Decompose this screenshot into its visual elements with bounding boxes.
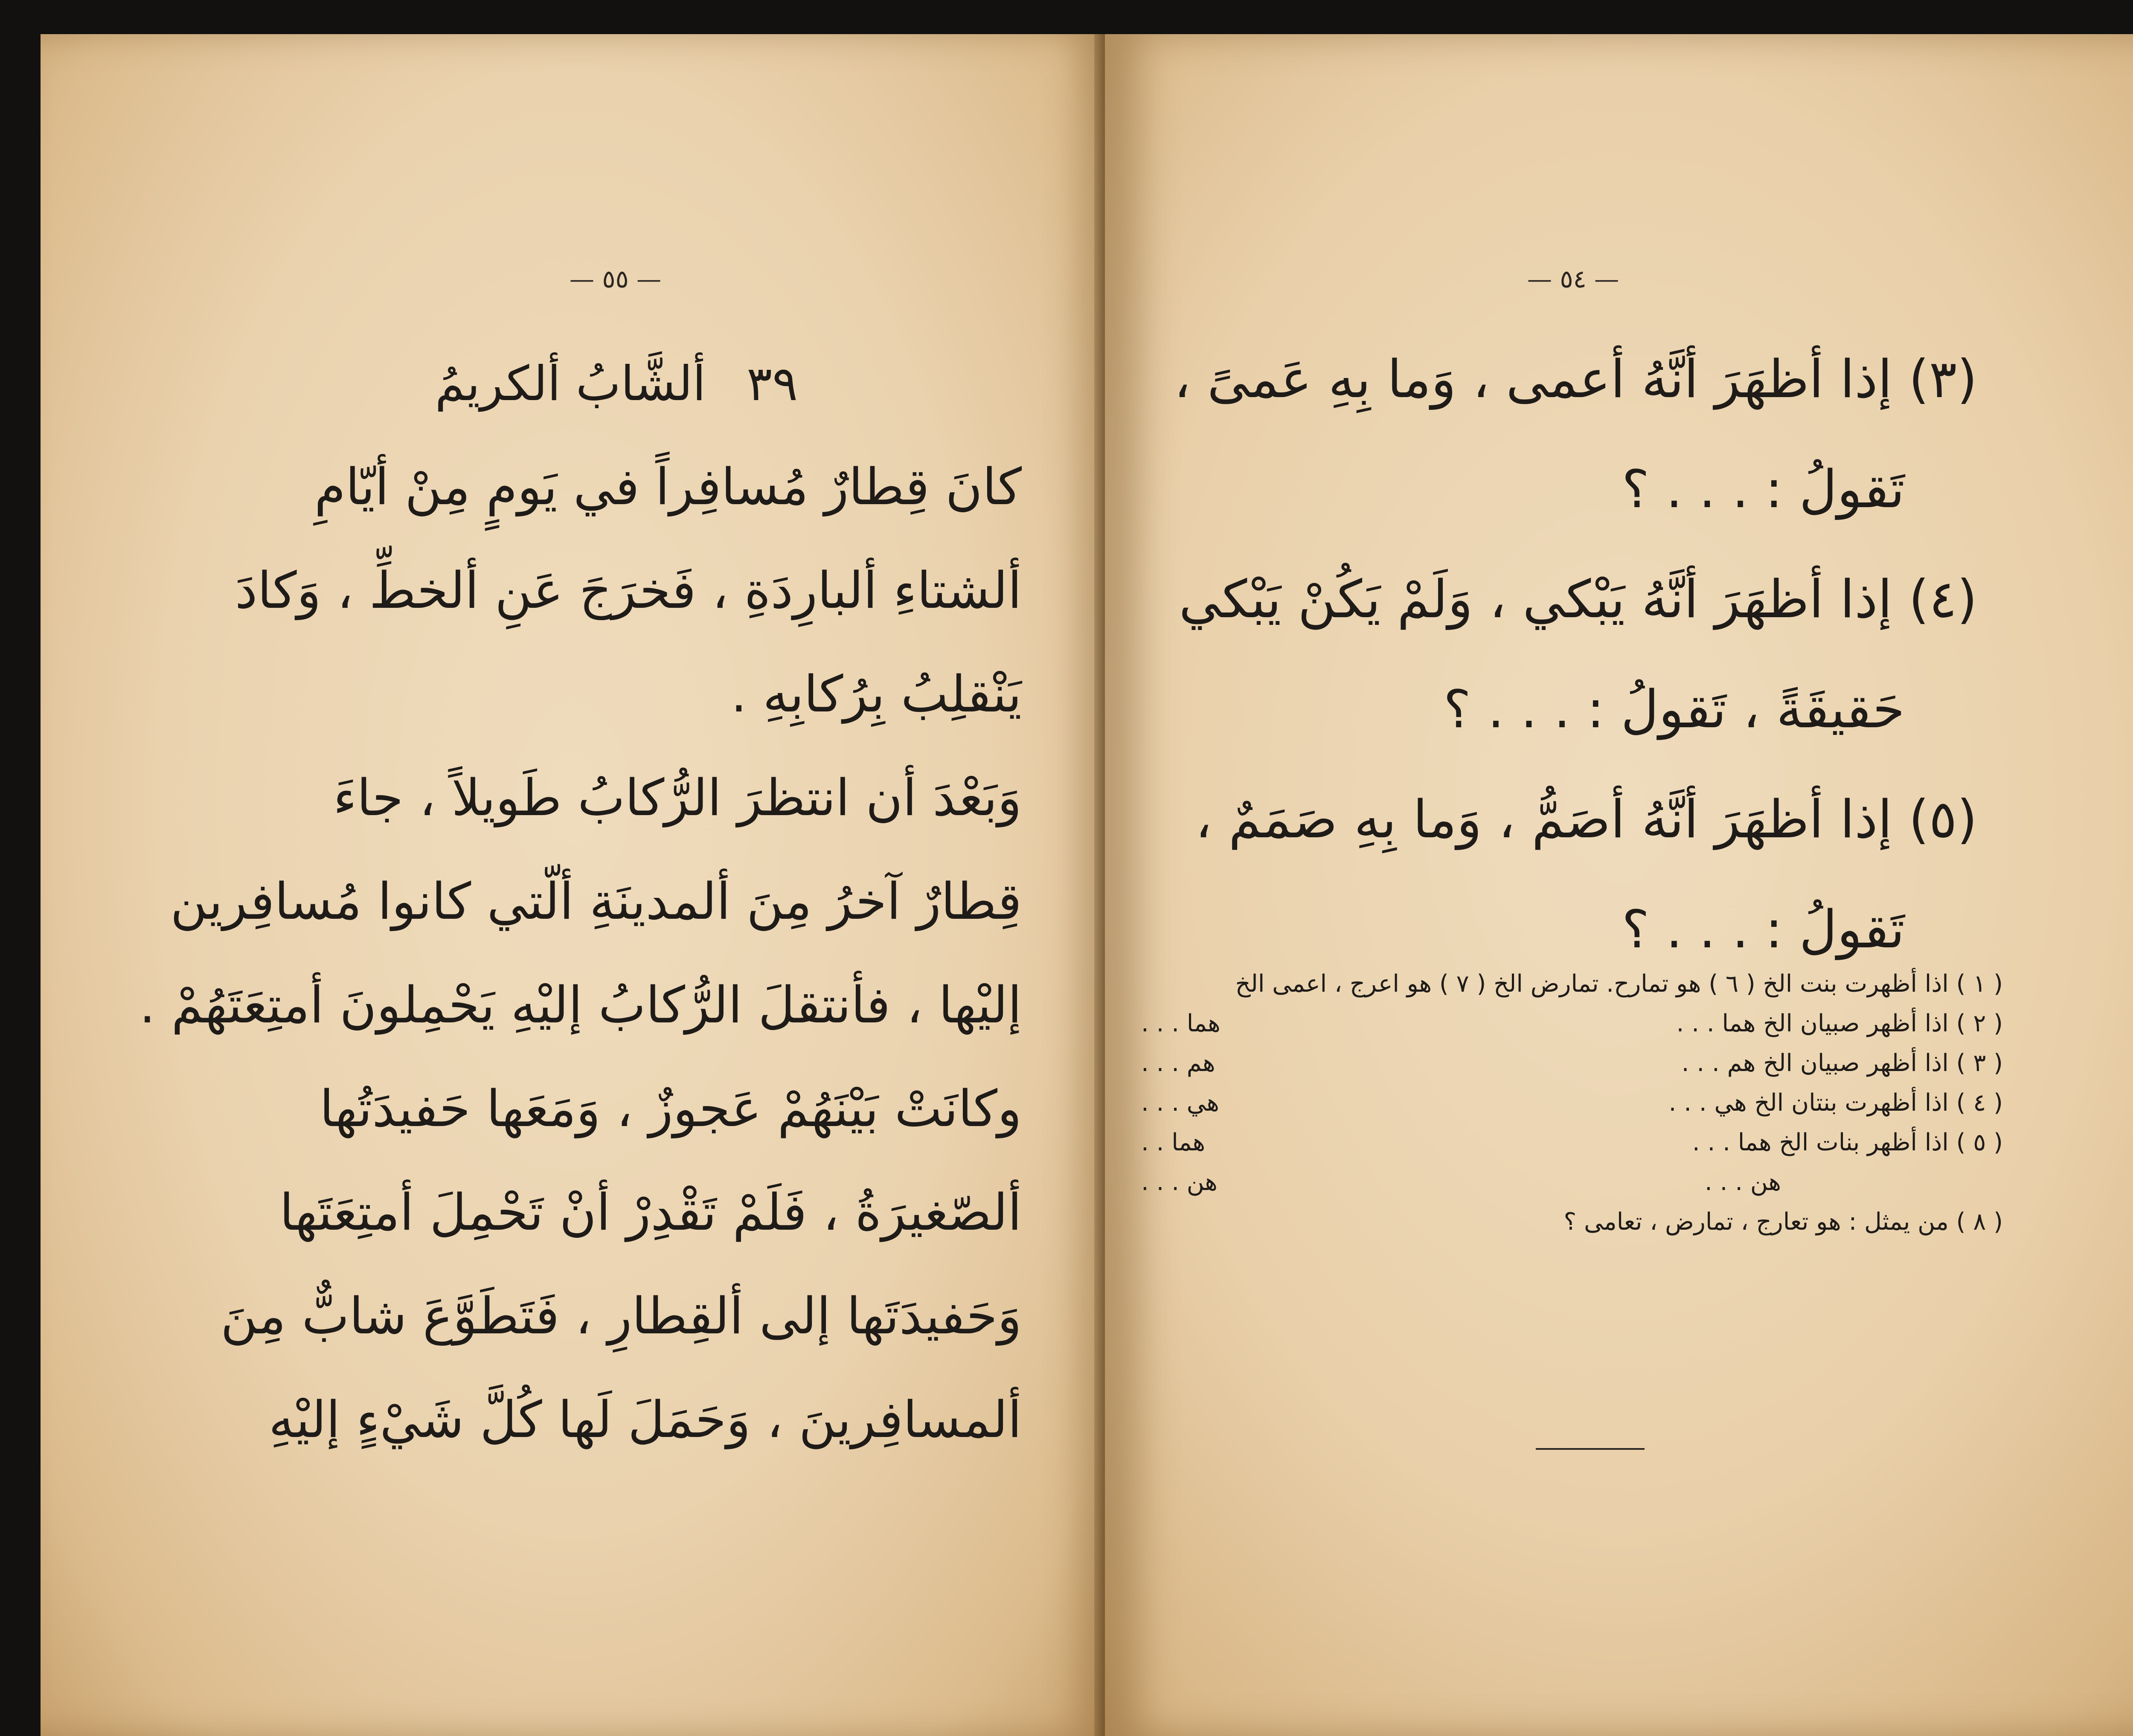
- footnote-text: ( ٢ ) اذا أظهر صبيان الخ هما . . .: [1676, 1010, 2003, 1037]
- footnote-row: [1141, 1043, 2003, 1083]
- footnote-row: [1141, 1083, 2003, 1123]
- footnote-answer: هم . . .: [1141, 1049, 1215, 1077]
- footnote-answer: هي . . .: [1141, 1089, 1220, 1117]
- footnotes: [1141, 964, 2003, 1242]
- chapter-title: ألشَّابُ ألكريمُ: [435, 356, 706, 412]
- text-line: ألمسافِرينَ ، وَحَمَلَ لَها كُلَّ شَيْءٍ إليْهِ: [268, 1390, 1022, 1449]
- text-line: إليْها ، فأنتقلَ الرُّكابُ إليْهِ يَحْمِلونَ أمتِعَتَهُمْ .: [139, 975, 1022, 1034]
- footnote-row: [1141, 964, 2003, 1004]
- text-line: وَبَعْدَ أن انتظرَ الرُّكابُ طَويلاً ، جاءَ: [333, 768, 1022, 827]
- text-line: قِطارٌ آخرُ مِنَ ألمدينَةِ ألّتي كانوا مُسافِرين: [170, 872, 1022, 931]
- footnote-text: ( ٣ ) اذا أظهر صبيان الخ هم . . .: [1681, 1049, 2003, 1077]
- footnote-row: [1141, 1162, 2003, 1202]
- text-line: ألشتاءِ ألبارِدَةِ ، فَخرَجَ عَنِ ألخطِّ ، وَكادَ: [235, 561, 1022, 620]
- footnote-text: هن . . .: [1705, 1168, 1781, 1196]
- chapter-number: ٣٩: [747, 356, 798, 412]
- footnote-answer: هما . . .: [1141, 1010, 1221, 1037]
- question-line: تَقولُ : . . . ؟: [1622, 899, 1905, 960]
- text-line: يَنْقلِبُ بِرُكابِهِ .: [731, 665, 1022, 723]
- text-line: ألصّغيرَةُ ، فَلَمْ تَقْدِرْ أنْ تَحْمِلَ أمتِعَتَها: [279, 1183, 1022, 1242]
- text-line: وكانَتْ بَيْنَهُمْ عَجوزٌ ، وَمَعَها حَفيدَتُها: [320, 1079, 1022, 1138]
- text-line: كانَ قِطارٌ مُسافِراً في يَومٍ مِنْ أيّامِ: [314, 457, 1022, 516]
- footnote-text: ( ٨ ) من يمثل : هو تعارج ، تمارض ، تعامى ؟: [1563, 1208, 2003, 1236]
- question-block: [1141, 324, 1977, 984]
- end-rule: [1536, 1448, 1645, 1450]
- footnote-row: [1141, 1004, 2003, 1043]
- text-line: وَحَفيدَتَها إلى ألقِطارِ ، فَتَطَوَّعَ شابٌّ مِنَ: [221, 1286, 1022, 1345]
- footnote-text: ( ١ ) اذا أظهرت بنت الخ ( ٦ ) هو تمارح. تمارض الخ ( ٧ ) هو اعرج ، اعمى الخ: [1235, 970, 2003, 998]
- footnote-answer: هن . . .: [1141, 1168, 1218, 1196]
- question-line: حَقيقَةً ، تَقولُ : . . . ؟: [1443, 679, 1905, 740]
- question-line: (٤) إذا أظهَرَ أنَّهُ يَبْكي ، وَلَمْ يَكُنْ يَبْكي: [1179, 569, 1977, 630]
- footnote-text: ( ٥ ) اذا أظهر بنات الخ هما . . .: [1692, 1129, 2003, 1156]
- page-number-right: — ٥٤ —: [1527, 264, 1619, 293]
- open-book: [41, 34, 2133, 1736]
- question-line: (٥) إذا أظهَرَ أنَّهُ أصَمُّ ، وَما بِهِ صَمَمٌ ،: [1195, 789, 1977, 850]
- footnote-row: [1141, 1202, 2003, 1242]
- page-number-left: — ٥٥ —: [570, 264, 662, 293]
- left-page: [41, 34, 1105, 1736]
- chapter-heading: [211, 333, 1022, 435]
- footnote-row: [1141, 1123, 2003, 1162]
- question-line: (٣) إذا أظهَرَ أنَّهُ أعمى ، وَما بِهِ عَمىً ،: [1174, 349, 1977, 409]
- footnote-answer: هما . .: [1141, 1129, 1206, 1156]
- footnote-text: ( ٤ ) اذا أظهرت بنتان الخ هي . . .: [1668, 1089, 2003, 1117]
- left-page-text: [139, 333, 1022, 1472]
- question-line: تَقولُ : . . . ؟: [1622, 459, 1905, 520]
